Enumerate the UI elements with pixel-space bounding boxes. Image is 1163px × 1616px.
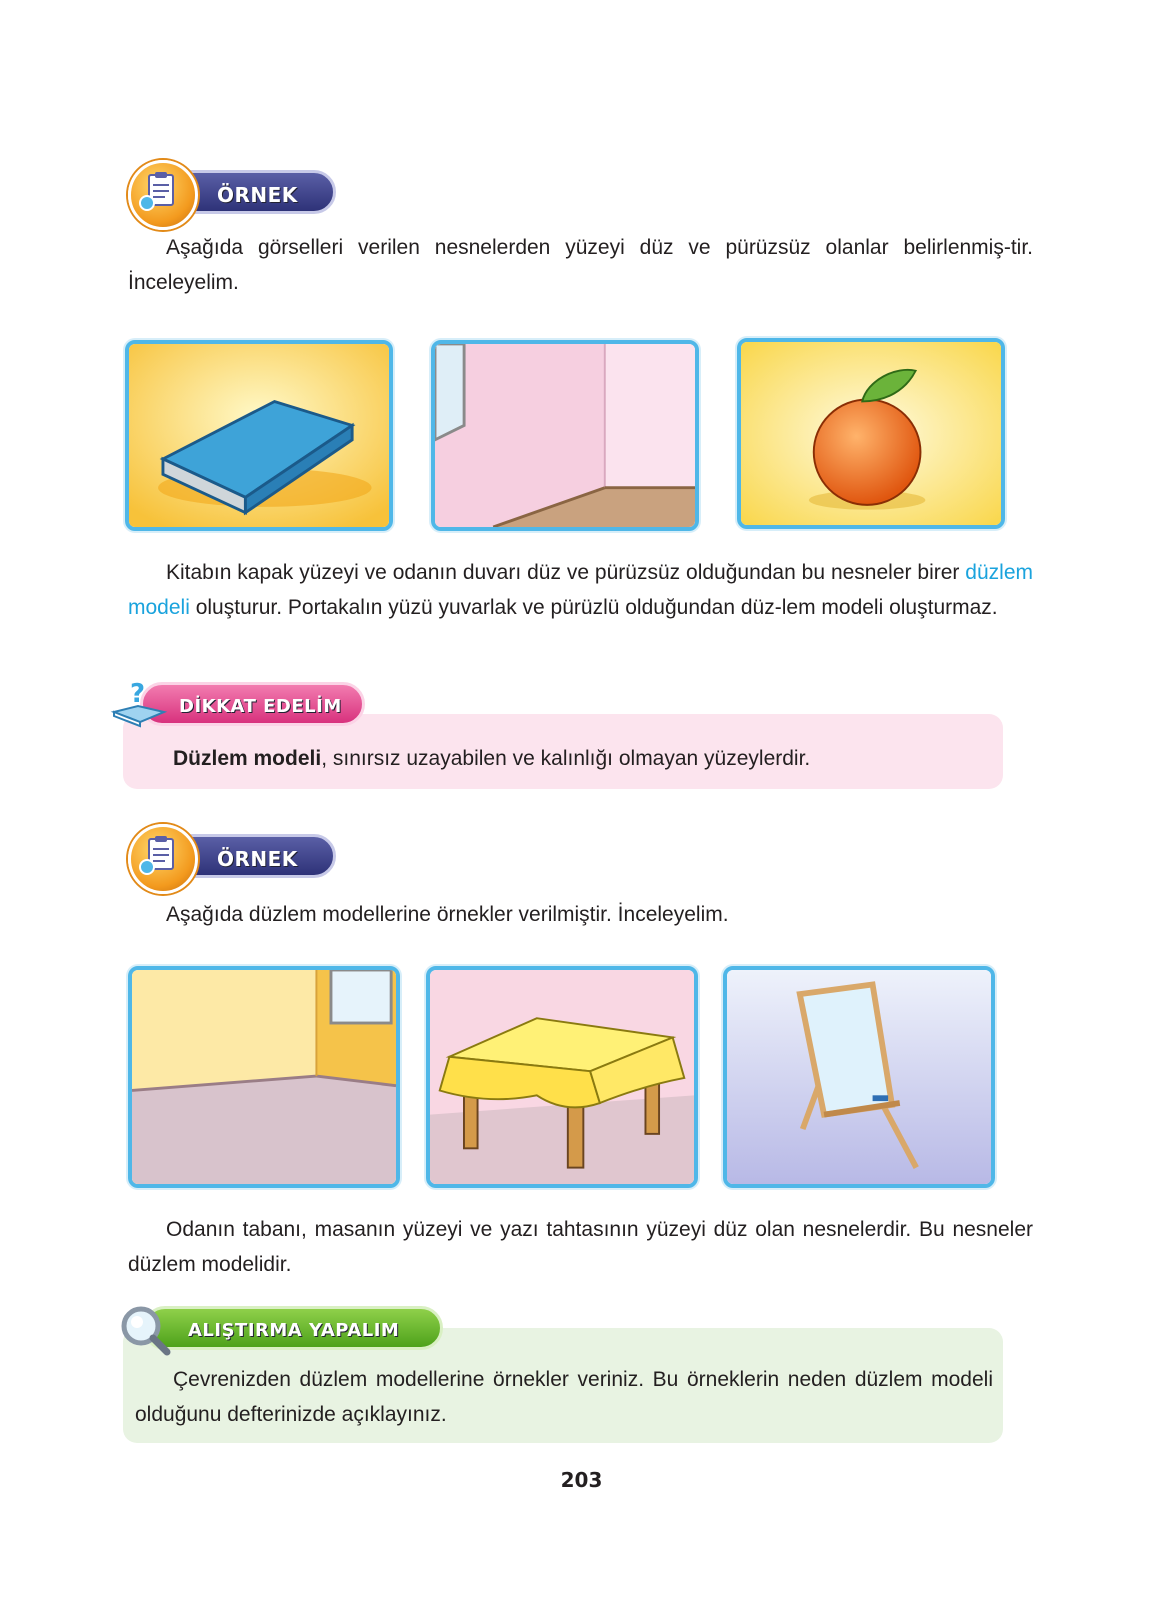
example-badge: [128, 170, 348, 214]
book-image: [125, 340, 393, 531]
example2-explanation: Odanın tabanı, masanın yüzeyi ve yazı tahtasının yüzeyi düz olan nesnelerdir. Bu nesneler düzlem modelidir.: [128, 1218, 1033, 1276]
room-wall-image: [431, 340, 699, 531]
clipboard-icon: [128, 160, 198, 230]
easel-image: [723, 966, 995, 1188]
orange-image: [737, 338, 1005, 529]
exercise-badge: [115, 1306, 445, 1354]
room-floor-image: [128, 966, 400, 1188]
magnifier-icon: [115, 1302, 173, 1356]
attention-definition: , sınırsız uzayabilen ve kalınlığı olmayan yüzeylerdir.: [321, 747, 811, 770]
svg-text:?: ?: [130, 679, 146, 709]
book-icon: [129, 344, 389, 527]
example1-explanation: [128, 555, 1033, 625]
table-image: [426, 966, 698, 1188]
easel-board-icon: [727, 970, 991, 1184]
plane-model-term: düzlem modeli: [128, 561, 1033, 619]
attention-text: [173, 741, 810, 776]
table-icon: [430, 970, 694, 1184]
explanation-text-1: Kitabın kapak yüzeyi ve odanın duvarı düz ve pürüzsüz olduğundan bu nesneler birer: [166, 561, 966, 584]
example1-intro: Aşağıda görselleri verilen nesnelerden yüzeyi düz ve pürüzsüz olanlar belirlenmiş-tir. İnceleyelim.: [128, 236, 1033, 294]
attention-badge-label: DİKKAT EDELİM: [140, 682, 365, 726]
explanation-text-2: oluşturur. Portakalın yüzü yuvarlak ve pürüzlü olduğundan düz-lem modeli oluşturmaz.: [189, 596, 998, 619]
example-badge-label: ÖRNEK: [170, 170, 336, 214]
room-floor-icon: [132, 970, 396, 1184]
exercise-badge-label: ALIŞTIRMA YAPALIM: [143, 1306, 443, 1350]
example-badge: [128, 834, 348, 878]
example-badge-label: ÖRNEK: [170, 834, 336, 878]
orange-icon: [741, 342, 1001, 525]
exercise-text: Çevrenizden düzlem modellerine örnekler veriniz. Bu örneklerin neden düzlem modeli olduğunu defterinizde açıklayınız.: [135, 1368, 993, 1426]
book-question-icon: [110, 676, 168, 728]
room-wall-icon: [435, 344, 695, 527]
page-number: 203: [560, 1468, 603, 1492]
clipboard-icon: [128, 824, 198, 894]
attention-term: Düzlem modeli: [173, 747, 322, 770]
attention-badge: [110, 679, 365, 726]
example2-intro: Aşağıda düzlem modellerine örnekler verilmiştir. İnceleyelim.: [166, 903, 729, 926]
